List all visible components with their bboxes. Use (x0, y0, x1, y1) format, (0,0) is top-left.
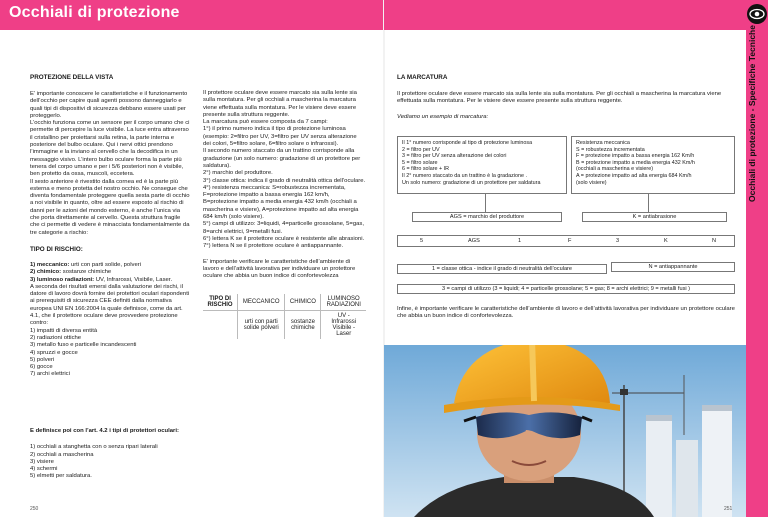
ags-label: AGS = marchio del produttore (412, 212, 562, 222)
worker-photo (384, 345, 746, 517)
list-item: 1) occhiali a stanghetta con o senza ripari laterali (30, 444, 158, 451)
table-row (203, 311, 366, 340)
marking-cell: 3 (616, 238, 620, 244)
marking-cell: 5 (420, 238, 424, 244)
eye-icon (747, 4, 767, 24)
list-item: 5) polveri (30, 356, 55, 363)
list-item: 5) elmetti per saldatura. (30, 473, 92, 480)
marking-cell: K (664, 238, 668, 244)
table-cell: urti con parti solide polveri (238, 311, 285, 340)
optical-class-label: 1 = classe ottica - indice il grado di neutralità dell’oculare (397, 264, 607, 274)
risk-item: 2) chimico: sostanze chimiche (30, 269, 112, 276)
list-item: 2) occhiali a mascherina (30, 451, 94, 458)
marking-intro: Il protettore oculare deve essere marcato sia sulla lente sia sulla montatura. Per gli occhiali a mascherina la marcatura viene effettuata sulla montatura. Per le visiere deve essere presente sulla struttura reggente. (397, 91, 722, 105)
connector-line (648, 194, 649, 212)
table-header-cell: TIPO DI RISCHIO (207, 296, 233, 309)
risk-item: 1) meccanico: urti con parti solide, polveri (30, 261, 141, 268)
risk-list (30, 262, 190, 284)
page-number-left: 250 (30, 506, 39, 512)
table-header-cell: LUMINOSO RADIAZIONI (321, 294, 366, 311)
table-cell: UV - Infrarossi Visibile - Laser (321, 311, 366, 340)
marking-cell: 1 (518, 238, 522, 244)
protector-heading: E definisce poi con l’art. 4.2 i tipi di protettori oculari: (30, 428, 179, 434)
protector-list (30, 444, 370, 480)
section-heading-vista: PROTEZIONE DELLA VISTA (30, 74, 114, 81)
marking-strip (397, 235, 735, 247)
mechanical-resistance-box: Resistenza meccanica S = robustezza incrementata F = protezione impatto a bassa energia 162 Km/h B = protezione impatto a media energia 432 Km/h (occhiali a mascherina e visiere) A = protezione impatto ad alta energia 684 Km/h (solo visiere) (571, 136, 735, 194)
header-bar-right (384, 0, 746, 30)
connector-line (485, 194, 486, 212)
risk-item: 3) luminoso radiazioni: UV, Infrarossi, Visibile, Laser. (30, 276, 173, 283)
marking-fields-paragraph: Il protettore oculare deve essere marcato sia sulla lente sia sulla montatura. Per gli occhiali a mascherina la marcatura viene effettuata sulla montatura. Per le visiere deve essere presente sulla struttura reggente. La marcatura può essere composta da 7 campi: 1°) il primo numero indica il tipo di protezione luminosa (esempio: 2=filtro per UV, 3=filtro per UV senza alterazione dei colori, 5=filtro solare, 6=filtro solare o infrarossi). Il secondo numero staccato da un trattino corrisponde alla gradazione (un solo numero: gradazione di un protettore per saldatura). 2°) marchio del produttore. 3°) classe ottica: indica il grado di neutralità ottica dell’oculare. 4°) resistenza meccanica: S=robustezza incrementata, F=protezione impatto a bassa energia 162 km/h, B=protezione impatto a media energia 432 km/h (occhiali a mascherina e visiere), A=protezione impatto ad alta energia 684 km/h (solo visiere). 5°) campi di utilizzo: 3=liquidi, 4=particelle grossolane, 5=gas, 8=archi elettrici, 9=metalli fusi. 6°) lettera K se il protettore oculare è resistente alle abrasioni. 7°) lettera N se il protettore oculare è antiappannante. (203, 90, 366, 250)
k-label: K = antiabrasione (582, 212, 727, 222)
right-column (397, 74, 737, 121)
page-number-right: 251 (724, 506, 733, 512)
list-item: 3) metallo fuso e particelle incandescenti (30, 342, 137, 349)
final-paragraph: Infine, è importante verificare le caratteristiche dell’ambiente di lavoro e dell’attività lavorativa per individuare un protettore oculare che abbia un buon indice di confortevolezza. (397, 306, 735, 320)
list-item: 4) schermi (30, 466, 58, 473)
list-item: 2) radiazioni ottiche (30, 334, 82, 341)
protector-section (30, 428, 370, 481)
list-item: 7) archi elettrici (30, 371, 70, 378)
intro-paragraph: E’ importante conoscere le caratteristiche e il funzionamento dell’occhio per capire quali agenti possono danneggiarlo e quali tipi di dispositivi di sicurezza debbano essere usati per proteggerlo. L’occhio funziona come un sensore per il corpo umano che ci permette di percepire la luce visibile. La luce entra attraverso il cristallino per proiettarsi sulla retina, la parte interna e posteriore del bulbo oculare. Qui i nervi ottici prendono l’immagine e la inviano al cervello che la decodifica in un messaggio visivo. L’intero bulbo oculare forma la parte più tenera del corpo umano e per i 5/6 posteriori non è visibile, ben protetto da ossa, muscoli, eccetera. Il sesto anteriore è rivestito dalla cornea ed è la parte più esterna e meno protetta del nostro occhio. Ne consegue che diventa fondamentale proteggere quella sesta parte di occhio a noi visibile in quanto, oltre ad essere esposto al rischio di danni per le azioni del mondo esterno, è anche l’unica via che porta direttamente al cervello. Questa struttura fragile che ci permette di vedere è minacciata fondamentalmente da tre categorie a rischio: (30, 91, 190, 236)
table-header-cell: MECCANICO (238, 294, 285, 311)
risk-table (203, 294, 366, 339)
list-item: 6) gocce (30, 364, 53, 371)
assessment-paragraph: A seconda dei risultati emersi dalla valutazione dei rischi, il datore di lavoro dovrà fornire dei protettori oculari rispondenti ai prerequisiti di sicurezza CEE definiti dalla normativa europea UNI EN 166:2004 la quale definisce, come da art. 4.1, che il protettore oculare deve provvedere protezione contro: (30, 283, 190, 327)
table-row (203, 294, 366, 311)
section-heading-marcatura: LA MARCATURA (397, 74, 448, 81)
risk-heading: TIPO DI RISCHIO: (30, 245, 83, 253)
marking-cell: AGS (468, 238, 480, 244)
page-title: Occhiali di protezione (9, 4, 180, 21)
comfort-paragraph: E’ importante verificare le caratteristiche dell’ambiente di lavoro e dell’attività lavorativa per individuare un protettore oculare che abbia un buon indice di confortevolezza (203, 258, 356, 280)
left-column-2 (203, 90, 366, 339)
n-label: N = antiappannante (611, 262, 735, 272)
list-item: 3) visiere (30, 458, 54, 465)
example-label: Vediamo un esempio di marcatura: (397, 113, 489, 120)
marking-cell: F (568, 238, 572, 244)
list-item: 4) spruzzi e gocce (30, 349, 78, 356)
light-protection-box: Il 1° numero corrisponde al tipo di protezione luminosa 2 = filtro per UV 3 = filtro per UV senza alterazione dei colori 5 = filtro solare 6 = filtro solare + IR Il 2° numero staccato da un trattino è la gradazione . Un solo numero: gradazione di un protettore per saldatura (397, 136, 567, 194)
marking-cell: N (712, 238, 717, 244)
table-header-cell: CHIMICO (285, 294, 321, 311)
header-bar (0, 0, 384, 30)
side-label: Occhiali di protezione - Specifiche Tecniche (747, 25, 757, 202)
table-cell: sostanze chimiche (285, 311, 321, 340)
protection-list (30, 328, 190, 379)
left-column-1 (30, 74, 190, 379)
list-item: 1) impatti di diversa entità (30, 327, 98, 334)
table-cell (203, 311, 238, 340)
use-fields-label: 3 = campi di utilizzo (3 = liquidi; 4 = particelle grossolane; 5 = gas; 8 = archi elettrici; 9 = metalli fusi ) (397, 284, 735, 294)
